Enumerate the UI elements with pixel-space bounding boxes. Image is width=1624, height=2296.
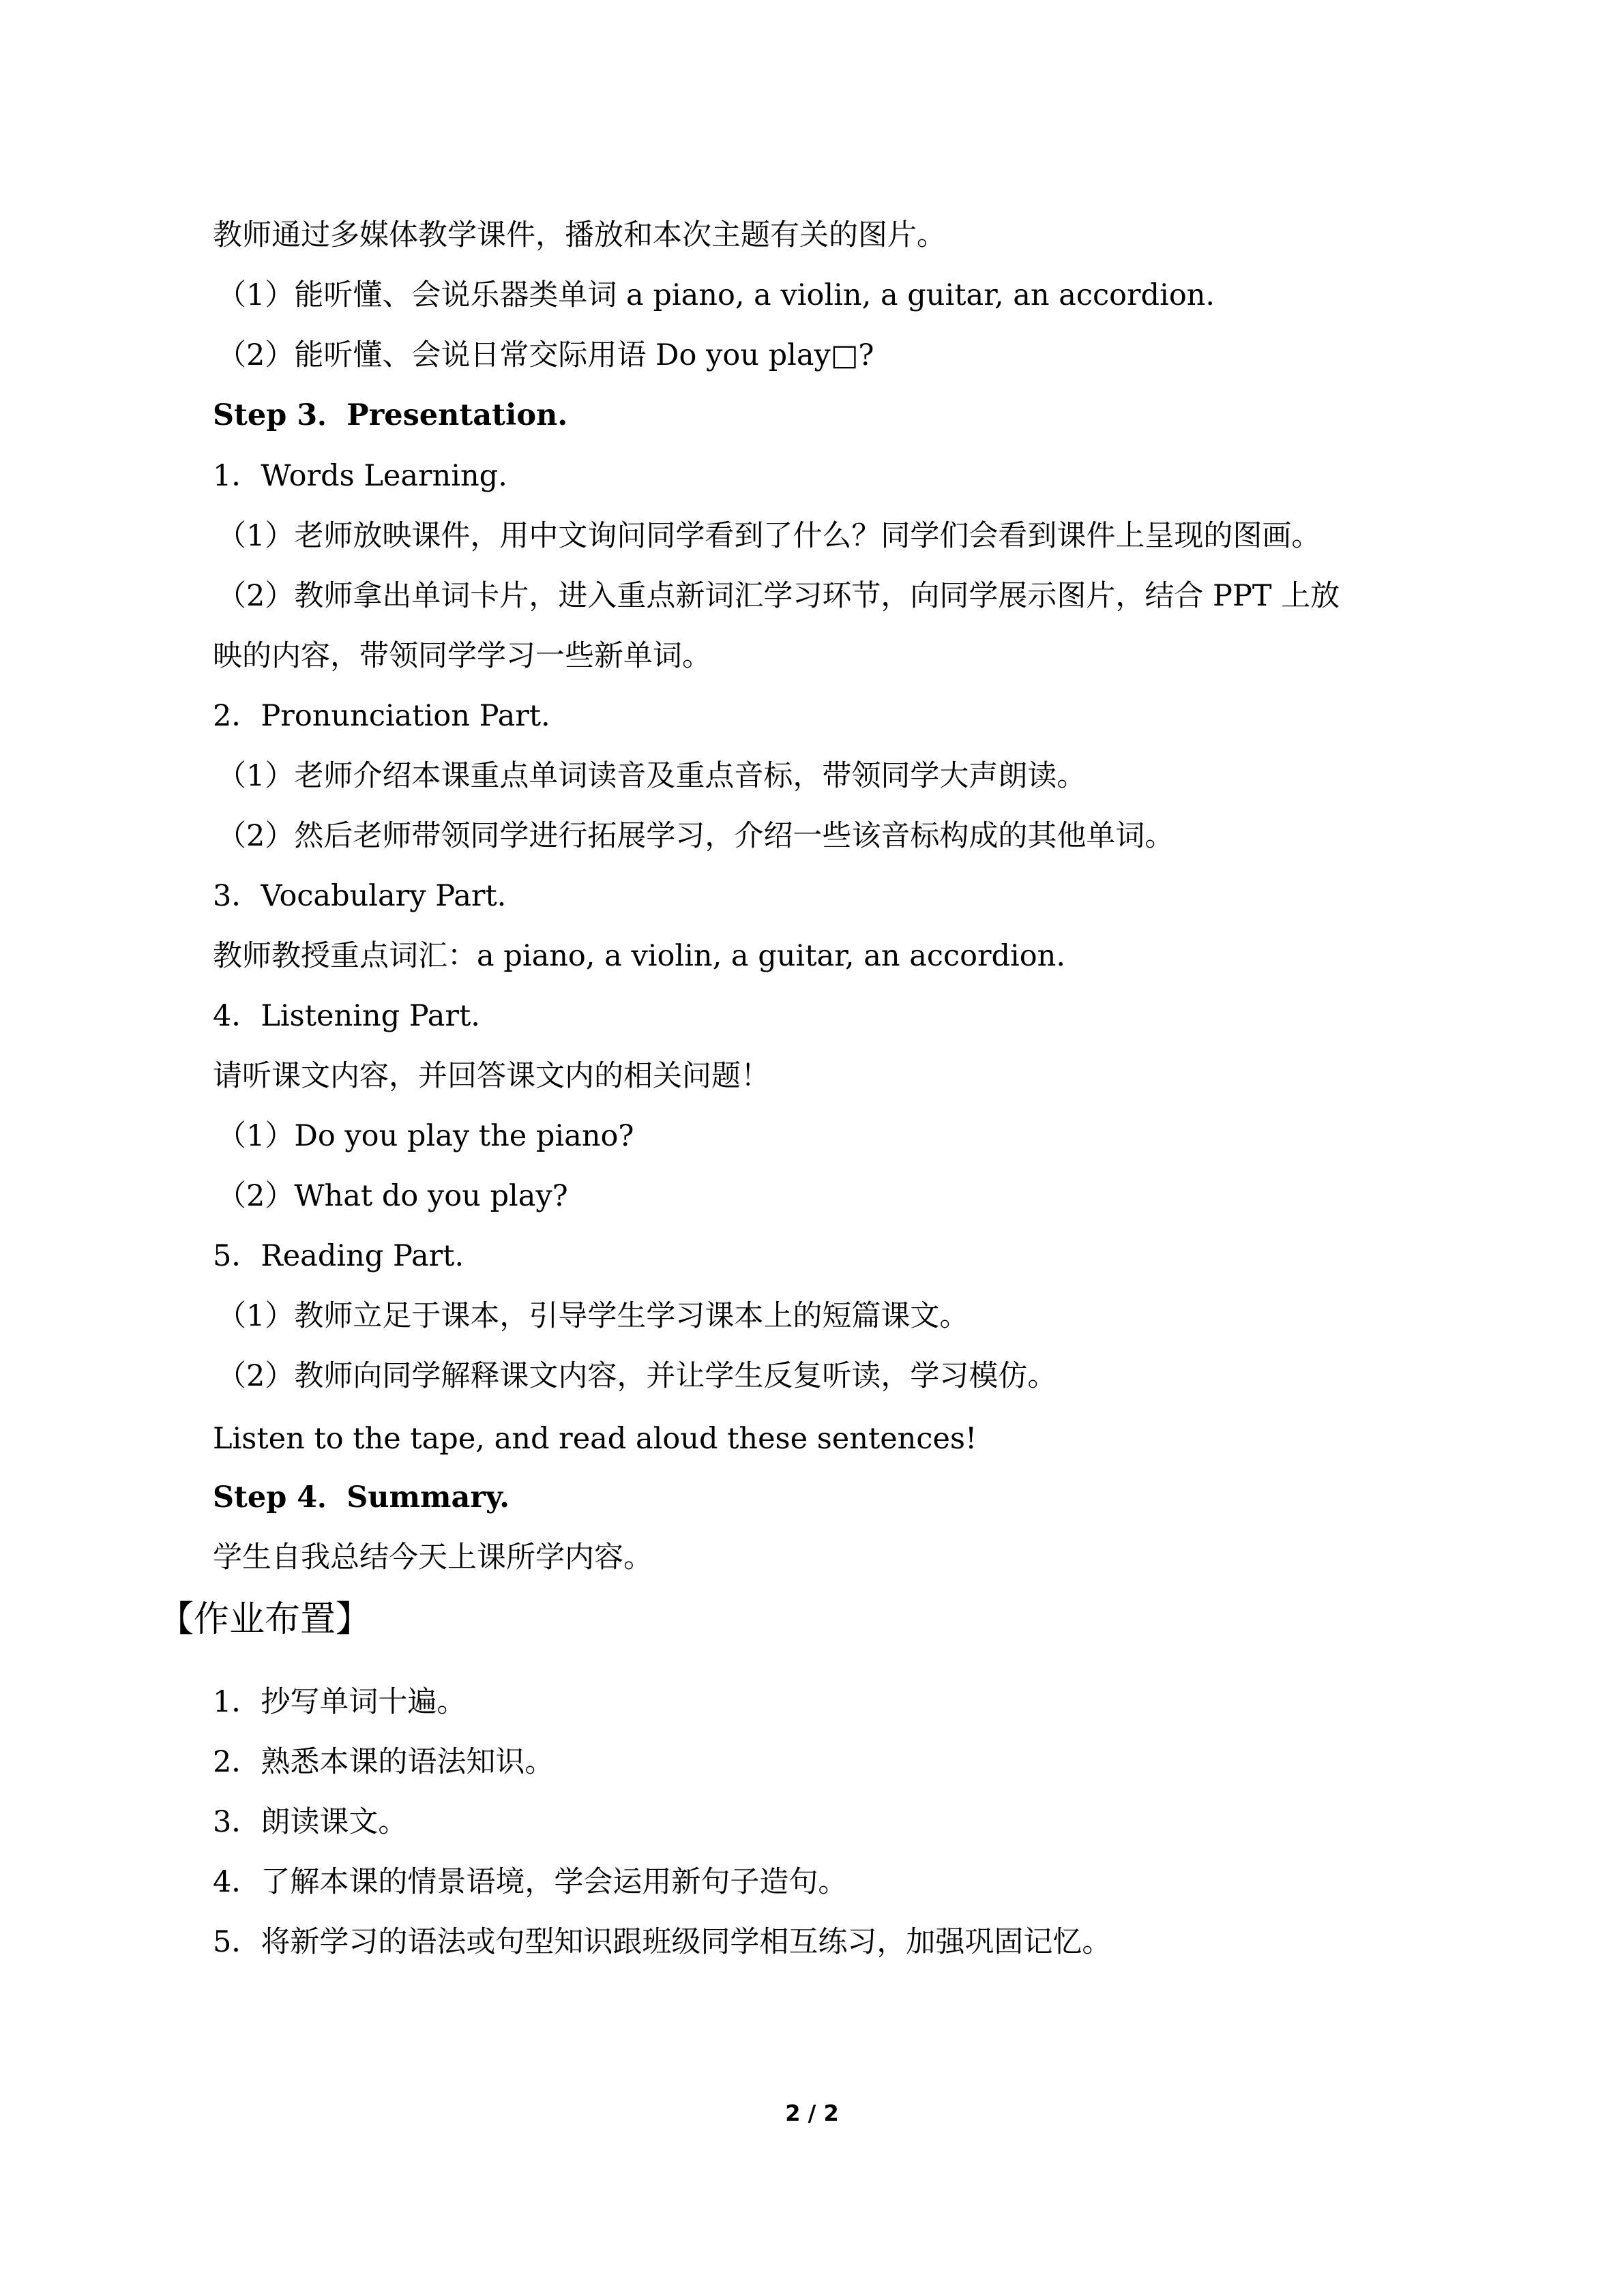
listening-text: 请听课文内容，并回答课文内的相关问题！ [213, 1059, 770, 1093]
summary-text: 学生自我总结今天上课所学内容。 [213, 1540, 653, 1575]
homework-item: 5．将新学习的语法或句型知识跟班级同学相互练习，加强巩固记忆。 [213, 1925, 1112, 1959]
step3-heading: Step 3．Presentation. [213, 398, 568, 432]
objective-2: （2）能听懂、会说日常交际用语 Do you play□? [217, 338, 874, 372]
homework-item: 3．朗读课文。 [213, 1805, 408, 1839]
reading-instruction: Listen to the tape, and read aloud these sentences! [213, 1422, 977, 1456]
homework-item: 1．抄写单词十遍。 [213, 1685, 467, 1719]
homework-item: 2．熟悉本课的语法知识。 [213, 1745, 555, 1779]
listening-question-2: （2）What do you play? [217, 1179, 568, 1213]
listening-question-1: （1）Do you play the piano? [217, 1119, 634, 1153]
objective-1: （1）能听懂、会说乐器类单词 a piano, a violin, a guitar, an accordion. [217, 278, 1215, 312]
vocabulary-text: 教师教授重点词汇：a piano, a violin, a guitar, an accordion. [213, 939, 1066, 973]
reading-item-2: （2）教师向同学解释课文内容，并让学生反复听读，学习模仿。 [217, 1359, 1057, 1393]
homework-item: 4．了解本课的情景语境，学会运用新句子造句。 [213, 1865, 848, 1899]
intro-paragraph: 教师通过多媒体教学课件，播放和本次主题有关的图片。 [213, 218, 946, 252]
vocabulary-title: 3．Vocabulary Part. [213, 879, 507, 913]
homework-heading: 【作业布置】 [158, 1599, 372, 1640]
words-learning-item-1: （1）老师放映课件，用中文询问同学看到了什么？同学们会看到课件上呈现的图画。 [217, 519, 1321, 553]
words-learning-item-2-continued: 映的内容，带领同学学习一些新单词。 [213, 639, 711, 673]
words-learning-title: 1．Words Learning. [213, 459, 507, 493]
page-number: 2 / 2 [785, 2100, 839, 2126]
words-learning-item-2: （2）教师拿出单词卡片，进入重点新词汇学习环节，向同学展示图片，结合 PPT 上放 [217, 579, 1340, 613]
listening-title: 4．Listening Part. [213, 999, 480, 1033]
pronunciation-item-1: （1）老师介绍本课重点单词读音及重点音标，带领同学大声朗读。 [217, 759, 1087, 793]
step4-heading: Step 4．Summary. [213, 1480, 510, 1515]
reading-title: 5．Reading Part. [213, 1239, 464, 1273]
pronunciation-title: 2．Pronunciation Part. [213, 699, 550, 733]
pronunciation-item-2: （2）然后老师带领同学进行拓展学习，介绍一些该音标构成的其他单词。 [217, 819, 1175, 853]
reading-item-1: （1）教师立足于课本，引导学生学习课本上的短篇课文。 [217, 1299, 969, 1333]
